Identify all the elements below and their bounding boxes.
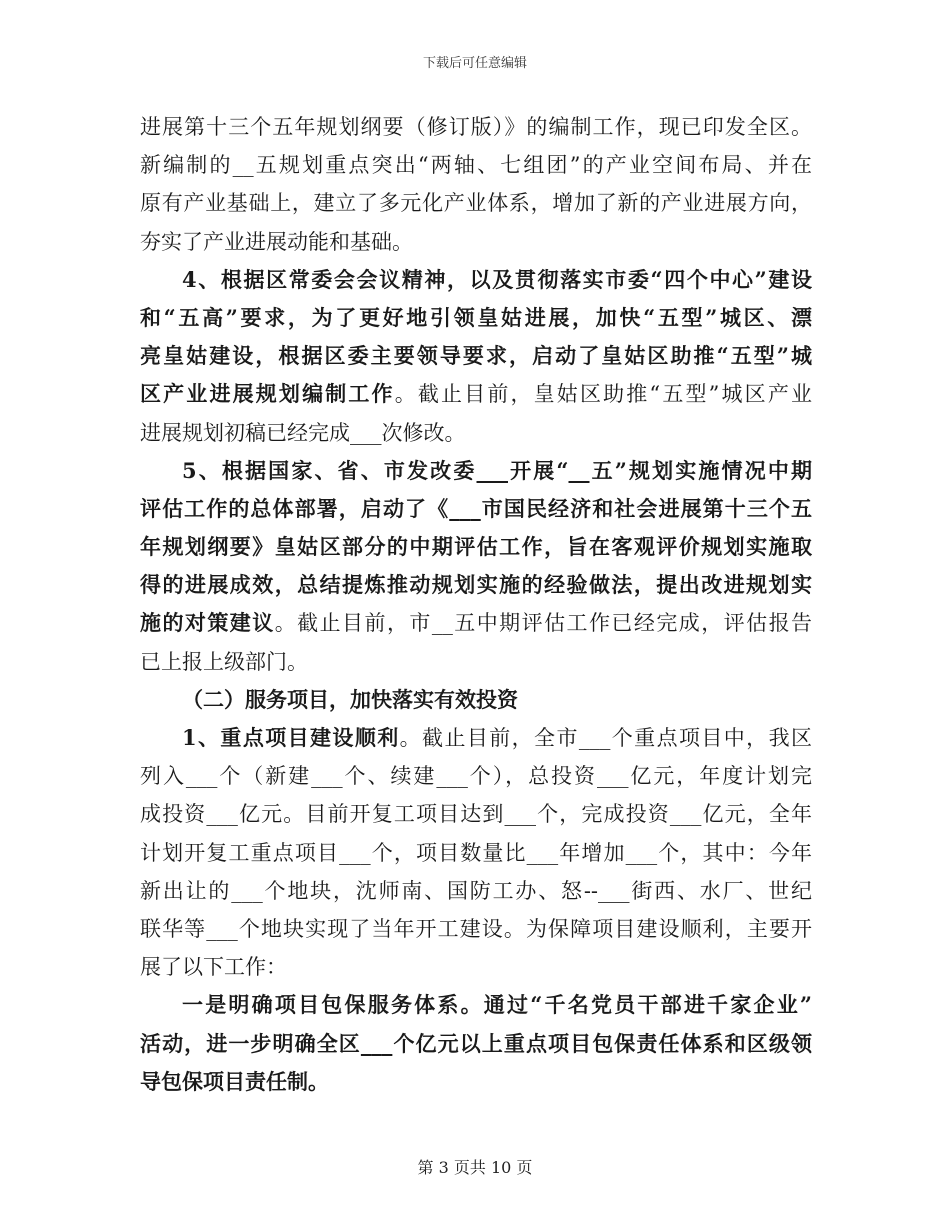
text-line-mixed (140, 604, 812, 642)
text-line: 计划开复工重点项目___个，项目数量比___年增加___个，其中：今年 (140, 840, 812, 865)
text-line: 展了以下工作： (140, 955, 287, 980)
text-line: 进展规划初稿已经完成___次修改。 (140, 420, 466, 445)
text-line: 原有产业基础上，建立了多元化产业体系，增加了新的产业进展方向， (140, 191, 812, 216)
page-number-footer: 第 3 页共 10 页 (417, 1158, 533, 1177)
text-line-bold: 评估工作的总体部署，启动了《___市国民经济和社会进展第十三个五 (140, 495, 812, 521)
text-line-mixed (140, 719, 812, 757)
text-line: 已上报上级部门。 (140, 649, 308, 674)
text-line: 夯实了产业进展动能和基础。 (140, 229, 413, 254)
text-line: 进展第十三个五年规划纲要（修订版）》的编制工作，现已印发全区。 (140, 115, 812, 139)
text-line-bold: 和“五高”要求，为了更好地引领皇姑进展，加快“五型”城区、漂 (140, 304, 812, 330)
bold-run: 区产业进展规划编制工作 (140, 381, 395, 407)
text-line: 成投资___亿元。目前开复工项目达到___个，完成投资___亿元，全年 (140, 802, 812, 827)
text-line: 新编制的__五规划重点突出“两轴、七组团”的产业空间布局、并在 (140, 153, 812, 178)
text-line: 列入___个（新建___个、续建___个），总投资___亿元，年度计划完 (140, 764, 812, 789)
text-line-bold: 4、根据区常委会会议精神，以及贯彻落实市委“四个中心”建设 (182, 266, 812, 292)
normal-run: 。截止目前，市__五中期评估工作已经完成，评估报告 (274, 611, 812, 636)
text-line-bold: 年规划纲要》皇姑区部分的中期评估工作，旨在客观评价规划实施取 (140, 534, 812, 560)
normal-run: 。截止目前，全市___个重点项目中，我区 (399, 726, 812, 750)
text-line-bold: 得的进展成效，总结提炼推动规划实施的经验做法，提出改进规划实 (140, 572, 812, 598)
text-line: 新出让的___个地块，沈师南、国防工办、怒--___街西、水厂、世纪 (140, 878, 812, 903)
normal-run: 。截止目前，皇姑区助推“五型”城区产业 (394, 382, 812, 407)
bold-run: 施的对策建议 (140, 610, 275, 636)
text-line-bold: 导包保项目责任制。 (140, 1068, 329, 1094)
document-body (140, 108, 812, 1101)
text-line-bold: 5、根据国家、省、市发改委___开展“__五”规划实施情况中期 (182, 457, 812, 483)
text-line-mixed (140, 375, 812, 413)
bold-run: 1、重点项目建设顺利 (182, 725, 400, 750)
text-line-bold: 活动，进一步明确全区___个亿元以上重点项目包保责任体系和区级领 (140, 1030, 812, 1056)
text-line: 联华等___个地块实现了当年开工建设。为保障项目建设顺利，主要开 (140, 916, 812, 941)
page-header-note: 下载后可任意编辑 (422, 56, 527, 71)
text-line-bold: 一是明确项目包保服务体系。通过“千名党员干部进千家企业” (182, 992, 812, 1018)
text-line-bold: 亮皇姑建设，根据区委主要领导要求，启动了皇姑区助推“五型”城 (140, 343, 812, 369)
section-heading: （二）服务项目，加快落实有效投资 (182, 686, 518, 712)
